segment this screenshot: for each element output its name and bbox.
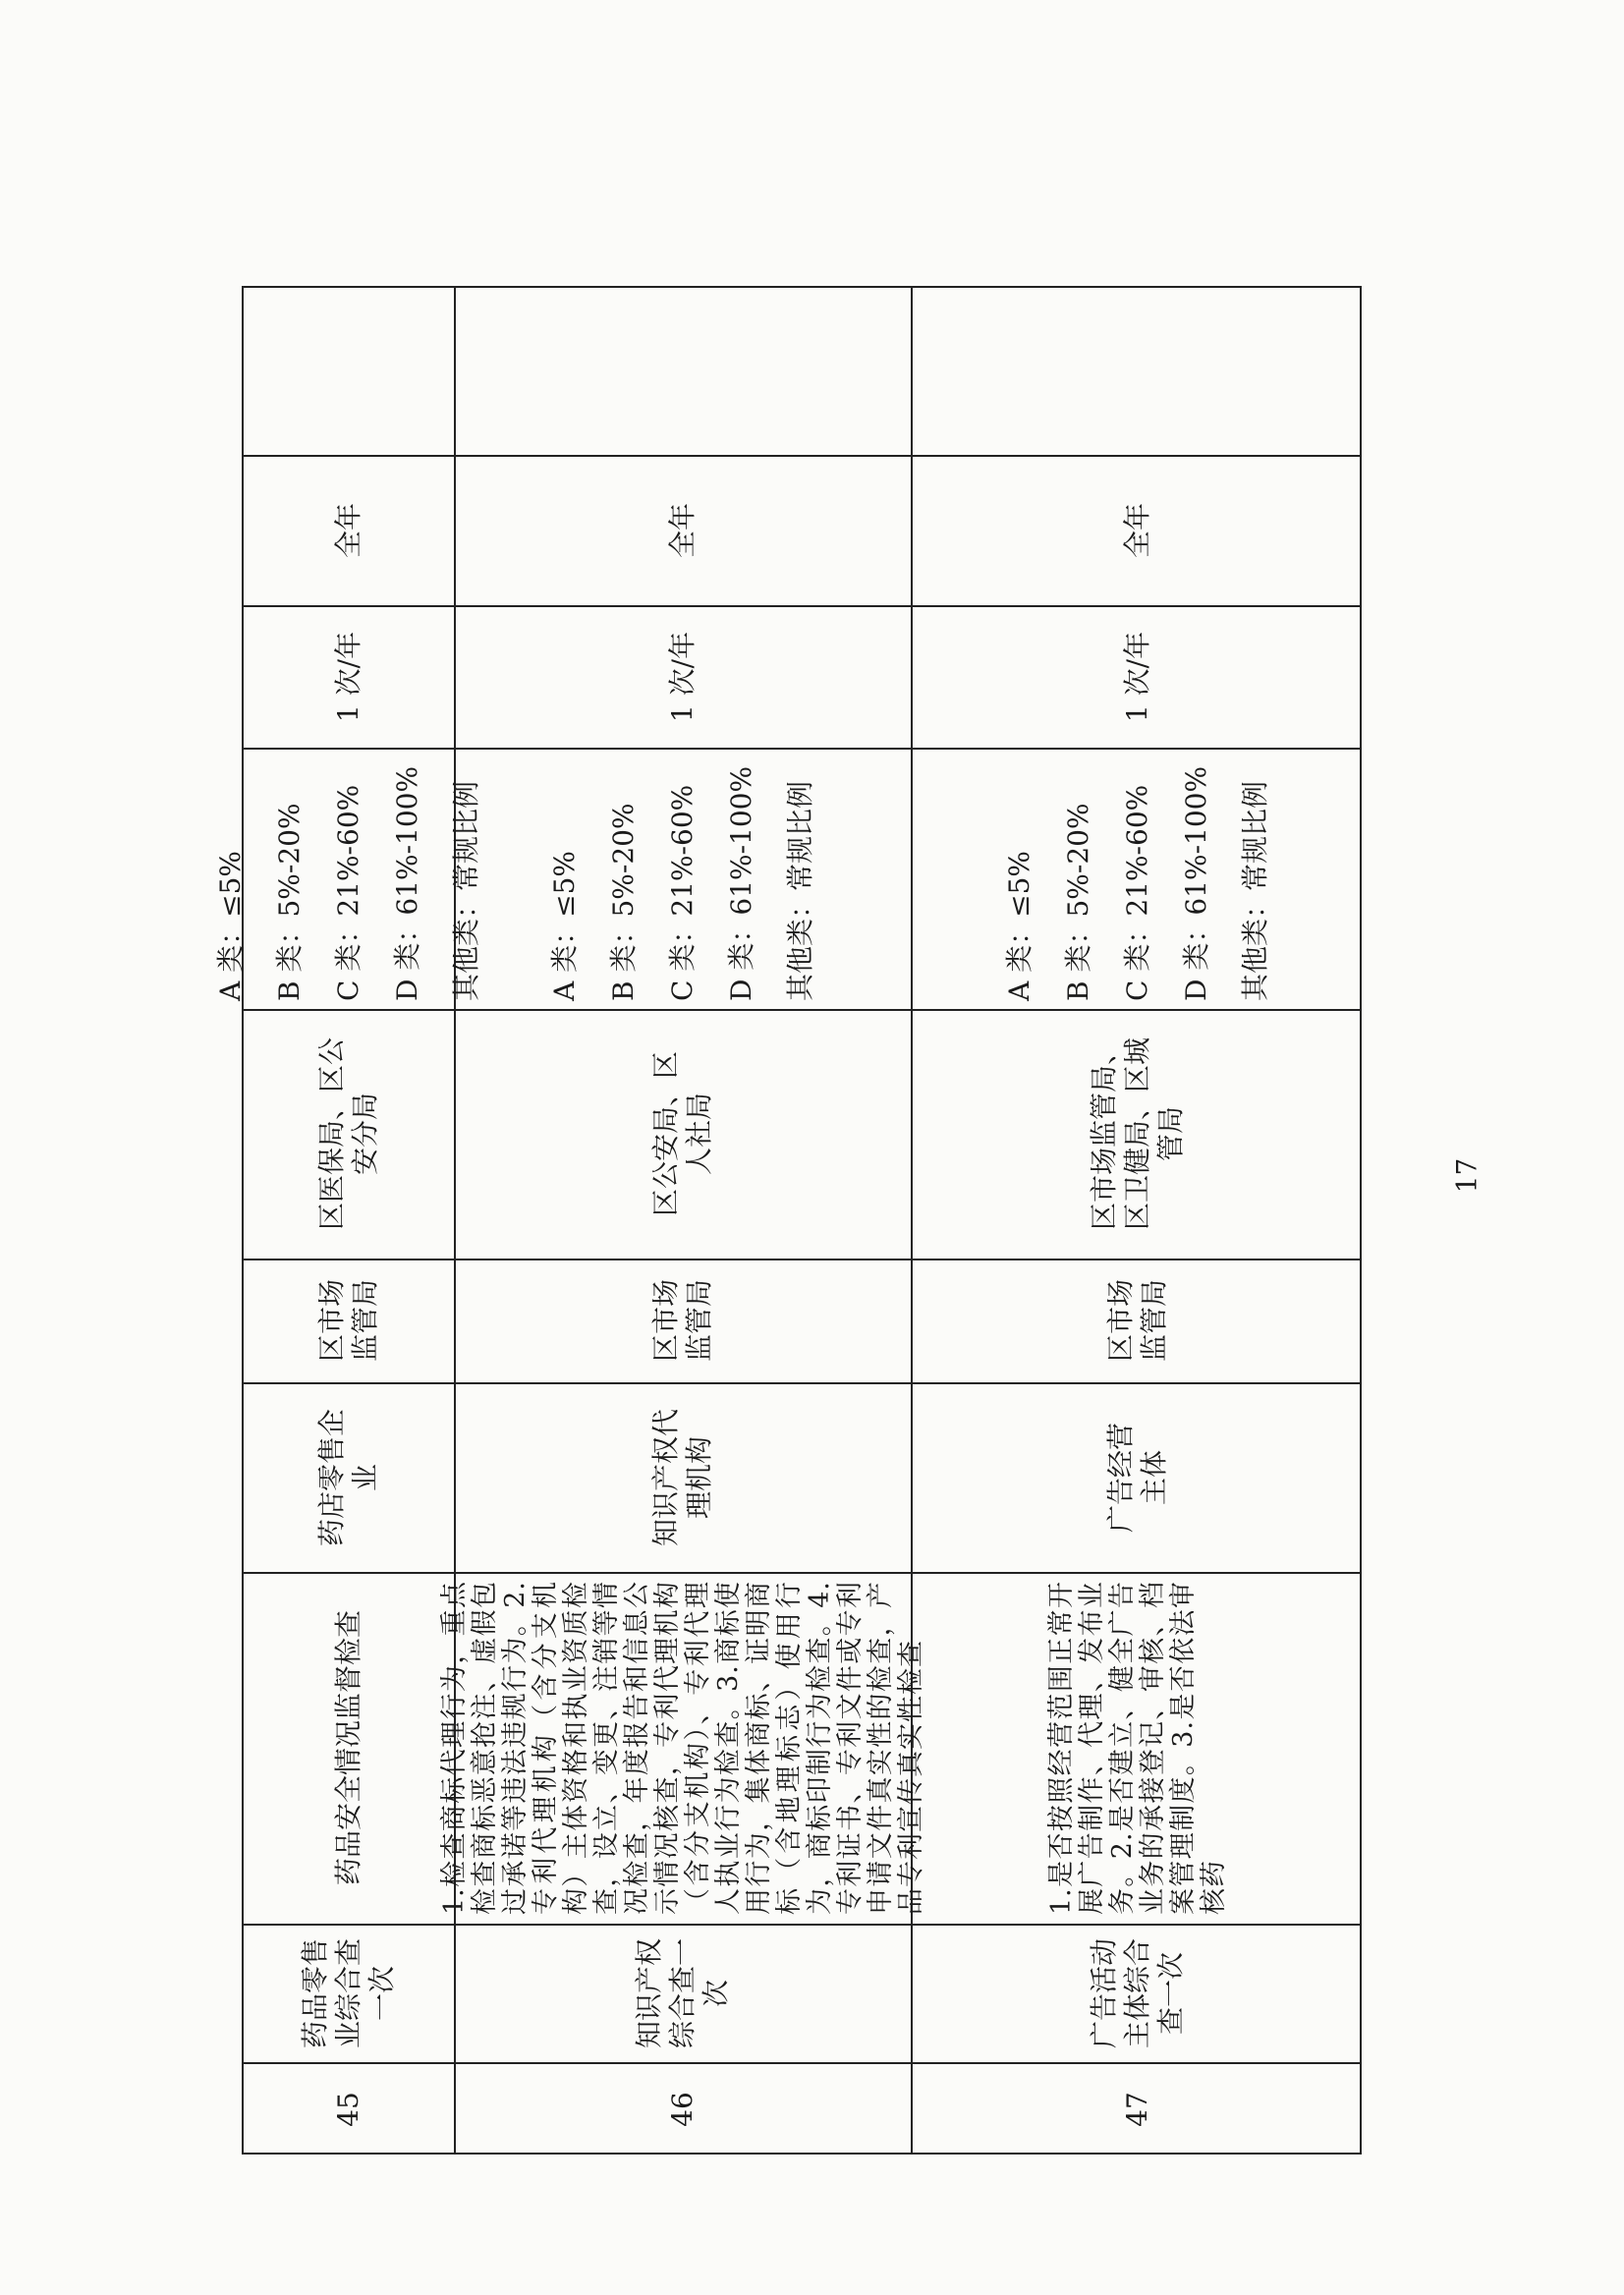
ratio-c: C 类：21%-60%: [1120, 784, 1153, 1001]
check-item: 药品零售业综合查一次: [299, 1937, 398, 2048]
row-46-object-cell: [454, 1382, 911, 1572]
row-45-no-cell: [244, 2062, 454, 2156]
lead-department: 区市场监管局: [1103, 1279, 1170, 1363]
row-47-frequency-cell: [911, 605, 1364, 748]
row-45-content-cell: [244, 1572, 454, 1924]
check-time: 全年: [332, 502, 364, 558]
row-47-object-cell: [911, 1382, 1364, 1572]
lead-department: 区市场监管局: [648, 1279, 715, 1363]
row-47-partners-cell: [911, 1009, 1364, 1259]
row-45-frequency-cell: [244, 605, 454, 748]
partner-departments: 区公安局、区人社局: [648, 1051, 715, 1217]
lead-department: 区市场监管局: [315, 1279, 381, 1363]
check-object: 知识产权代理机构: [648, 1408, 715, 1546]
ratio-c: C 类：21%-60%: [332, 784, 364, 1001]
row-no: 47: [1120, 2092, 1153, 2127]
sampling-ratio: [521, 756, 845, 1001]
row-45-time-cell: [244, 455, 454, 605]
row-no: 46: [665, 2092, 699, 2127]
row-46-frequency-cell: [454, 605, 911, 748]
ratio-other: 其他类：常规比例: [450, 780, 482, 1001]
ratio-a: A 类：≤5%: [214, 850, 247, 1001]
check-time: 全年: [665, 502, 699, 558]
check-item: 知识产权综合查一次: [632, 1937, 732, 2048]
check-frequency: 1 次/年: [665, 631, 699, 722]
check-object: 药店零售企业: [315, 1408, 381, 1546]
check-content: 1.检查商标代理行为，重点检查商标恶意抢注、虚假包过承诺等违法违规行为。2.专利代理机构（含分支机构）主体资格和执业资质检查，设立、变更、注销等情况检查，年度报告和信息公示情况核查，专利代理机构（含分支机构）、专利代理人执业行为检查。3.商标使用行为，集体商标、证明商标（含地理标志）使用行为，商标印制行为检查。4.专利证书、专利文件或专利申请文件真实性的检查，产品专利宣传真实性检查: [438, 1581, 926, 1915]
row-45-lead-cell: [244, 1259, 454, 1382]
sampling-ratio: [976, 756, 1300, 1001]
ratio-d: D 类：61%-100%: [1179, 765, 1212, 1001]
row-46-no-cell: [454, 2062, 911, 2156]
check-frequency: 1 次/年: [1120, 631, 1153, 722]
row-46-ratio-cell: [450, 748, 911, 1009]
inspection-table: [214, 286, 1362, 2155]
row-46-remark-cell: [454, 288, 911, 455]
row-47-lead-cell: [911, 1259, 1364, 1382]
page-number: 17: [1450, 1157, 1484, 1194]
ratio-c: C 类：21%-60%: [665, 784, 699, 1001]
row-46-partners-cell: [454, 1009, 911, 1259]
ratio-b: B 类：5%-20%: [606, 803, 640, 1001]
row-46-item-cell: [454, 1924, 911, 2062]
partner-departments: 区市场监管局、区卫健局、区城管局: [1087, 1037, 1187, 1231]
row-47-time-cell: [911, 455, 1364, 605]
check-time: 全年: [1120, 502, 1153, 558]
row-45-ratio-cell: [214, 748, 482, 1009]
row-46-time-cell: [454, 455, 911, 605]
row-45-partners-cell: [244, 1009, 454, 1259]
row-46-content-cell: [438, 1572, 926, 1924]
ratio-a: A 类：≤5%: [547, 850, 581, 1001]
row-45-remark-cell: [244, 288, 454, 455]
row-47-content-cell: [911, 1572, 1364, 1924]
row-46-lead-cell: [454, 1259, 911, 1382]
row-47-remark-cell: [911, 288, 1364, 455]
ratio-a: A 类：≤5%: [1002, 850, 1036, 1001]
ratio-b: B 类：5%-20%: [273, 803, 306, 1001]
row-47-ratio-cell: [911, 748, 1364, 1009]
check-frequency: 1 次/年: [332, 631, 364, 722]
ratio-other: 其他类：常规比例: [783, 780, 816, 1001]
row-no: 45: [332, 2092, 364, 2127]
ratio-d: D 类：61%-100%: [391, 765, 423, 1001]
row-47-item-cell: [911, 1924, 1364, 2062]
check-content: 1.是否按照经营范围正常开展广告制作、代理、发布业务。2.是否建立、健全广告业务的承接登记、审核、档案管理制度。3.是否依法审核药: [1045, 1581, 1229, 1915]
check-item: 广告活动主体综合查一次: [1087, 1937, 1187, 2048]
ratio-b: B 类：5%-20%: [1061, 803, 1094, 1001]
row-45-object-cell: [244, 1382, 454, 1572]
partner-departments: 区医保局、区公安分局: [315, 1037, 381, 1231]
check-content: 药品安全情况监督检查: [332, 1610, 364, 1886]
check-object: 广告经营主体: [1103, 1422, 1170, 1533]
ratio-d: D 类：61%-100%: [724, 765, 757, 1001]
row-47-no-cell: [911, 2062, 1364, 2156]
row-45-item-cell: [244, 1924, 454, 2062]
ratio-other: 其他类：常规比例: [1238, 780, 1271, 1001]
